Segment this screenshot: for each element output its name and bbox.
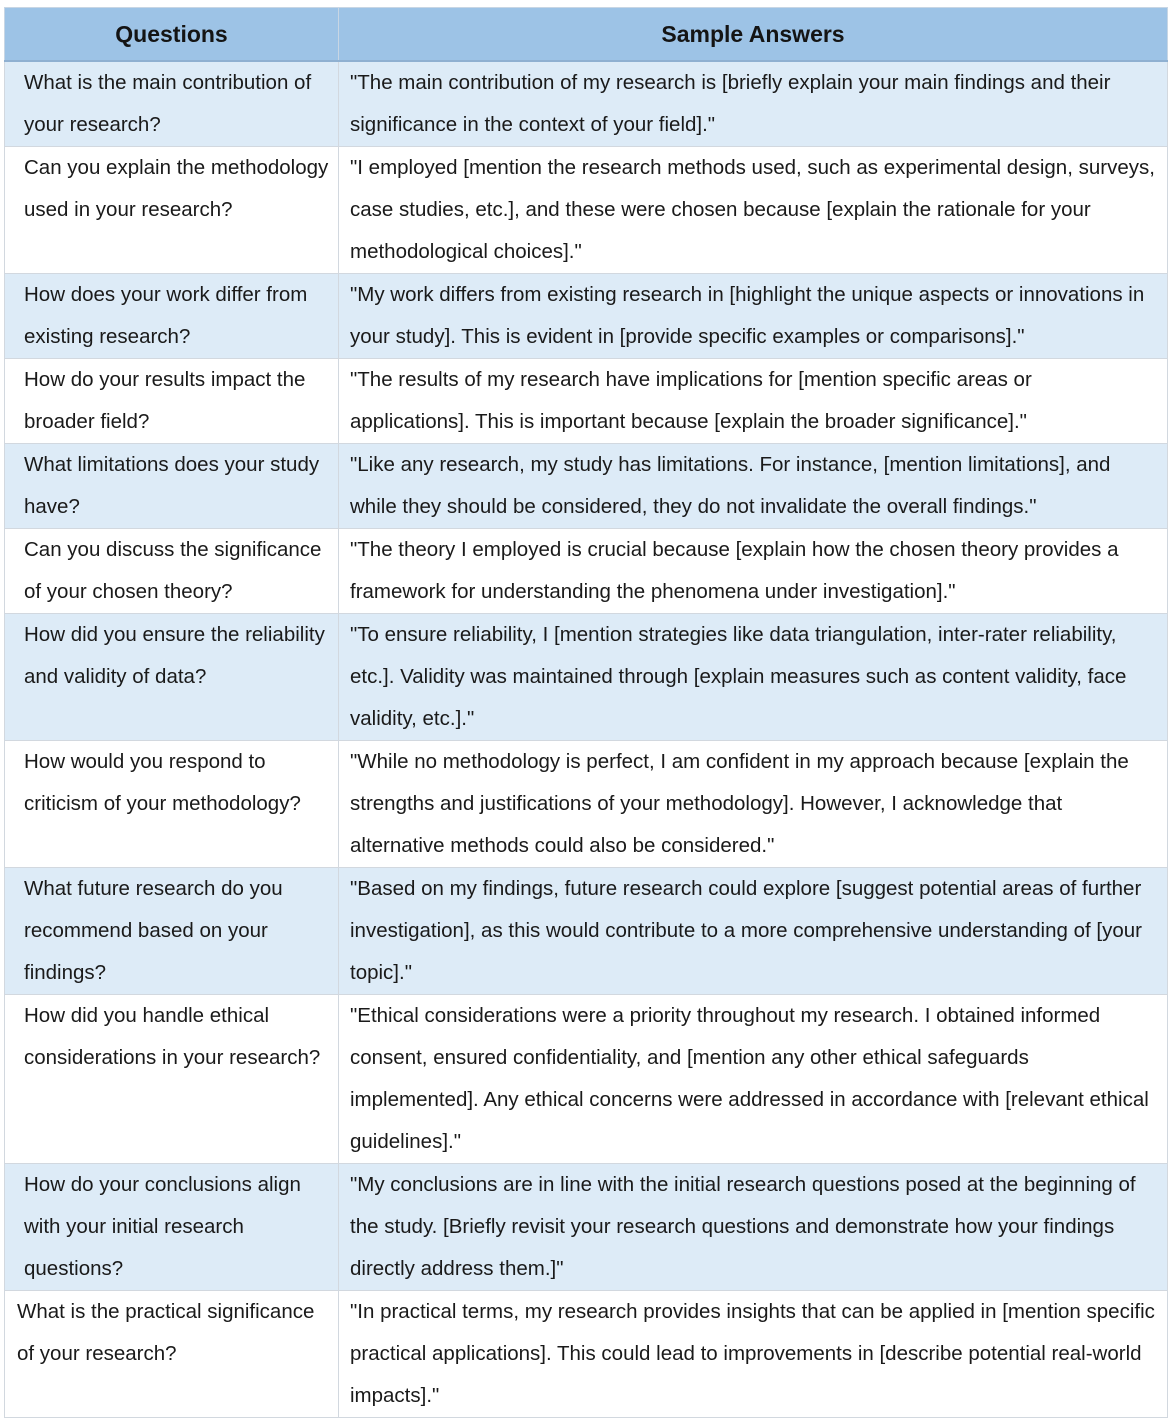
question-cell: Can you explain the methodology used in your research? [5,147,339,274]
table-row [5,868,1168,995]
header-sample-answers: Sample Answers [339,8,1168,62]
table-row [5,274,1168,359]
question-cell: What is the practical significance of your research? [5,1291,339,1418]
table-row [5,359,1168,444]
question-cell: How do your results impact the broader field? [5,359,339,444]
question-cell: How did you ensure the reliability and validity of data? [5,614,339,741]
question-cell: What is the main contribution of your research? [5,61,339,147]
table-row [5,61,1168,147]
table-row [5,444,1168,529]
answer-cell: "Like any research, my study has limitations. For instance, [mention limitations], and while they should be considered, they do not invalidate the overall findings." [339,444,1168,529]
question-cell: What limitations does your study have? [5,444,339,529]
qa-table [4,7,1168,1418]
answer-cell: "While no methodology is perfect, I am confident in my approach because [explain the strengths and justifications of your methodology]. However, I acknowledge that alternative methods could also be considered." [339,741,1168,868]
answer-cell: "The theory I employed is crucial because [explain how the chosen theory provides a framework for understanding the phenomena under investigation]." [339,529,1168,614]
question-cell: Can you discuss the significance of your chosen theory? [5,529,339,614]
document-page [4,7,1167,1405]
answer-cell: "To ensure reliability, I [mention strategies like data triangulation, inter-rater reliability, etc.]. Validity was maintained through [explain measures such as content validity, face validity, etc.]." [339,614,1168,741]
table-row [5,995,1168,1164]
answer-cell: "Based on my findings, future research could explore [suggest potential areas of further investigation], as this would contribute to a more comprehensive understanding of [your topic]." [339,868,1168,995]
answer-cell: "The main contribution of my research is [briefly explain your main findings and their significance in the context of your field]." [339,61,1168,147]
table-row [5,614,1168,741]
table-row [5,1291,1168,1418]
header-questions: Questions [5,8,339,62]
answer-cell: "My work differs from existing research in [highlight the unique aspects or innovations in your study]. This is evident in [provide specific examples or comparisons]." [339,274,1168,359]
answer-cell: "In practical terms, my research provides insights that can be applied in [mention specific practical applications]. This could lead to improvements in [describe potential real-world impacts]." [339,1291,1168,1418]
question-cell: How would you respond to criticism of your methodology? [5,741,339,868]
answer-cell: "I employed [mention the research methods used, such as experimental design, surveys, case studies, etc.], and these were chosen because [explain the rationale for your methodological choices]." [339,147,1168,274]
table-row [5,1164,1168,1291]
table-header-row [5,8,1168,62]
question-cell: How did you handle ethical considerations in your research? [5,995,339,1164]
table-row [5,147,1168,274]
question-cell: How do your conclusions align with your initial research questions? [5,1164,339,1291]
question-cell: What future research do you recommend based on your findings? [5,868,339,995]
question-cell: How does your work differ from existing research? [5,274,339,359]
answer-cell: "Ethical considerations were a priority throughout my research. I obtained informed consent, ensured confidentiality, and [mention any other ethical safeguards implemented]. Any ethical concerns were addressed in accordance with [relevant ethical guidelines]." [339,995,1168,1164]
answer-cell: "The results of my research have implications for [mention specific areas or applications]. This is important because [explain the broader significance]." [339,359,1168,444]
table-row [5,529,1168,614]
answer-cell: "My conclusions are in line with the initial research questions posed at the beginning of the study. [Briefly revisit your research questions and demonstrate how your findings directly address them.]" [339,1164,1168,1291]
table-row [5,741,1168,868]
